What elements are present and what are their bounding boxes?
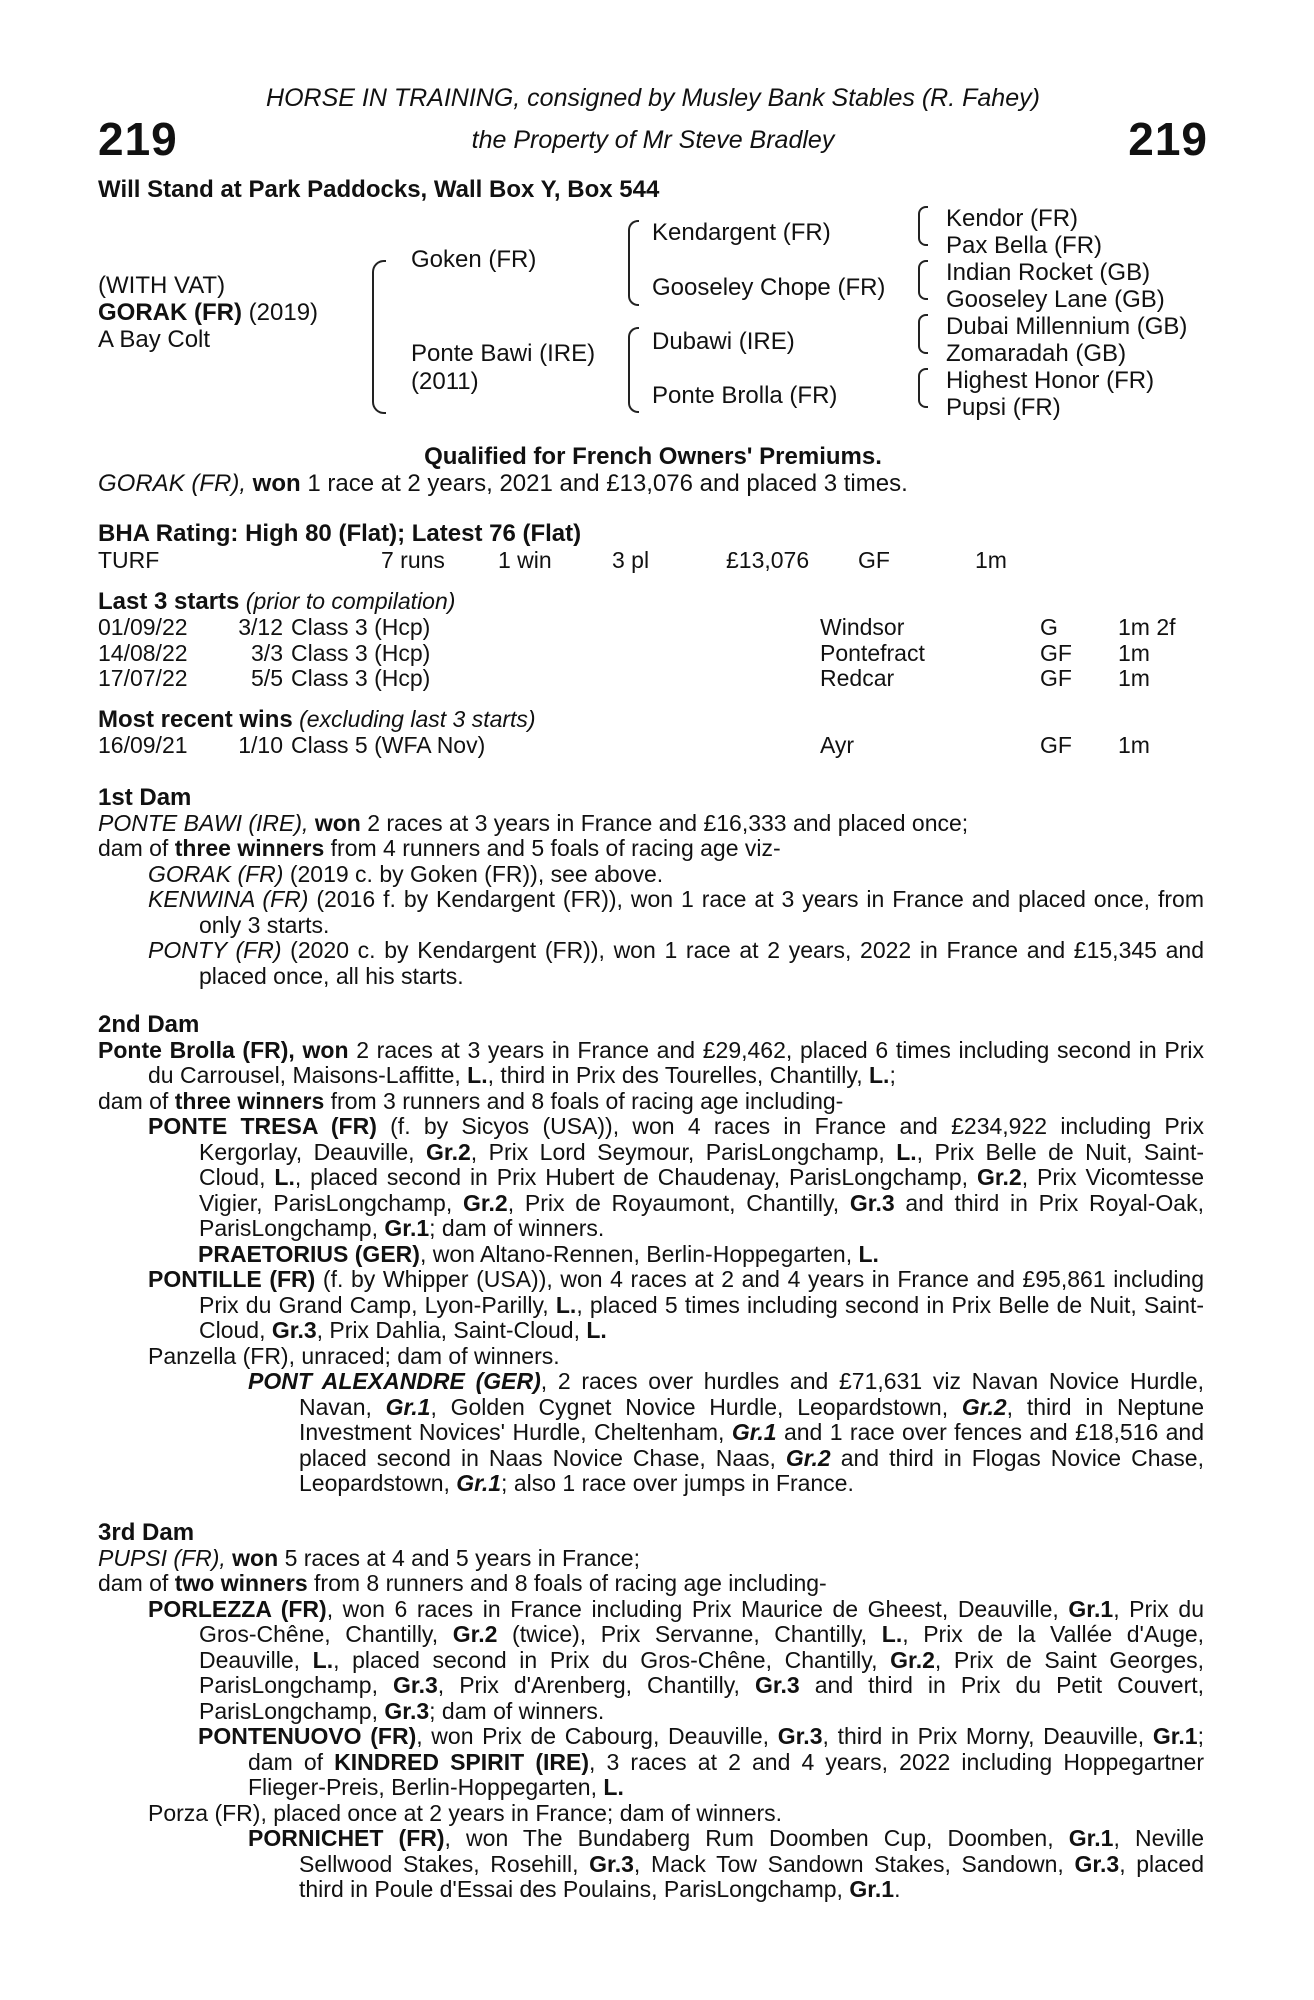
race-cls: Class 3 (Hcp) — [291, 614, 431, 640]
recent-wins-title — [98, 706, 536, 734]
race-dist: 1m — [1118, 665, 1150, 691]
third-dam-progeny-1: PORLEZZA (FR), won 6 races in France including Prix Maurice de Gheest, Deauville, Gr.1, Prix du Gros-Chêne, Chantilly, Gr.2 (twice), Prix Servanne, Chantilly, L., Prix de la Vallée d'Auge, Deauville, L., placed second in Prix du Gros-Chêne, Chantilly, Gr.2, Prix de Saint Georges, ParisLongchamp, Gr.3, Prix d'Arenberg, Chantilly, Gr.3 and third in Prix du Petit Couvert, ParisLongchamp, Gr.3; dam of winners. — [148, 1595, 1205, 1724]
rating-runs: 7 runs — [381, 547, 445, 573]
race-summary — [98, 470, 908, 498]
recent-wins-note: (excluding last 3 starts) — [299, 706, 536, 732]
third-dam-produce: dam of two winners from 8 runners and 8 foals of racing age including- — [98, 1570, 827, 1596]
sire-sire: Kendargent (FR) — [652, 219, 831, 246]
recent-wins-heading: Most recent wins — [98, 706, 293, 733]
third-dam-progeny-2: Porza (FR), placed once at 2 years in France; dam of winners. — [148, 1799, 783, 1826]
horse-description: A Bay Colt — [98, 326, 211, 353]
premiums-note: Qualified for French Owners' Premiums. — [424, 443, 882, 470]
second-dam-section — [98, 1012, 1204, 1497]
first-dam-heading: 1st Dam — [98, 784, 192, 811]
pedigree-brace-dam — [628, 327, 639, 413]
race-going: GF — [1040, 665, 1072, 691]
sire: Goken (FR) — [411, 246, 537, 273]
third-dam-heading: 3rd Dam — [98, 1519, 195, 1546]
race-pos: 1/10 — [238, 732, 283, 758]
first-dam-progeny-2: KENWINA (FR) (2016 f. by Kendargent (FR)), won 1 race at 3 years in France and placed once, from only 3 starts. — [148, 886, 1204, 938]
second-dam-progeny-1: PONTE TRESA (FR) (f. by Sicyos (USA)), won 4 races in France and £234,922 including Prix Kergorlay, Deauville, Gr.2, Prix Lord Seymour, ParisLongchamp, L., Prix Belle de Nuit, Saint-Cloud, L., placed second in Prix Hubert de Chaudenay, ParisLongchamp, Gr.2, Prix Vicomtesse Vigier, ParisLongchamp, Gr.2, Prix de Royaumont, Chantilly, Gr.3 and third in Prix Royal-Oak, ParisLongchamp, Gr.1; dam of winners. — [148, 1113, 1205, 1241]
last-starts-heading: Last 3 starts — [98, 588, 240, 615]
second-dam-produce: dam of three winners from 3 runners and 8 foals of racing age including- — [98, 1087, 844, 1114]
dam: Ponte Bawi (IRE) — [411, 340, 596, 367]
second-dam-progeny-1-winner: PRAETORIUS (GER), won Altano-Rennen, Berlin-Hoppegarten, L. — [198, 1240, 879, 1267]
dam-dam: Ponte Brolla (FR) — [652, 382, 838, 409]
vat-note: (WITH VAT) — [98, 272, 226, 299]
first-dam-progeny-1: GORAK (FR) (2019 c. by Goken (FR)), see above. — [148, 860, 664, 887]
race-date: 16/09/21 — [98, 732, 188, 758]
race-course: Redcar — [820, 665, 895, 691]
sire-dam: Gooseley Chope (FR) — [652, 274, 886, 301]
rating-title: BHA Rating: High 80 (Flat); Latest 76 (Flat) — [98, 520, 582, 547]
race-cls: Class 3 (Hcp) — [291, 665, 431, 691]
first-dam-progeny-3: PONTY (FR) (2020 c. by Kendargent (FR)), won 1 race at 2 years, 2022 in France and £15,345 and placed once, all his starts. — [148, 937, 1204, 989]
ped-sdd: Gooseley Lane (GB) — [946, 286, 1165, 313]
race-course: Pontefract — [820, 639, 925, 666]
consignor-line: HORSE IN TRAINING, consigned by Musley Bank Stables (R. Fahey) — [266, 84, 1040, 112]
third-dam-section — [98, 1520, 1204, 1903]
race-course: Ayr — [820, 732, 855, 758]
rating-surface: TURF — [98, 547, 160, 573]
race-going: GF — [1040, 732, 1072, 758]
second-dam-progeny-3: Panzella (FR), unraced; dam of winners. — [148, 1342, 560, 1369]
ped-dss: Dubai Millennium (GB) — [946, 313, 1188, 340]
stable-location: Will Stand at Park Paddocks, Wall Box Y, Box 544 — [98, 176, 660, 203]
race-pos: 3/3 — [251, 639, 283, 666]
ped-ddd: Pupsi (FR) — [946, 394, 1061, 421]
ped-ssd: Pax Bella (FR) — [946, 232, 1103, 259]
pedigree-brace-sire — [628, 220, 639, 306]
property-line: the Property of Mr Steve Bradley — [471, 126, 835, 154]
rating-wins: 1 win — [498, 547, 552, 573]
race-course: Windsor — [820, 614, 905, 640]
race-pos: 3/12 — [238, 614, 283, 640]
last-starts-title — [98, 588, 455, 616]
race-cls: Class 5 (WFA Nov) — [291, 732, 486, 758]
second-dam-progeny-3-winner: PONT ALEXANDRE (GER), 2 races over hurdles and £71,631 viz Navan Novice Hurdle, Navan, Gr.1, Golden Cygnet Novice Hurdle, Leopardstown, Gr.2, third in Neptune Investment Novices' Hurdle, Cheltenham, Gr.1 and 1 race over fences and £18,516 and placed second in Naas Novice Chase, Naas, Gr.2 and third in Flogas Novice Chase, Leopardstown, Gr.1; also 1 race over jumps in France. — [248, 1368, 1205, 1496]
pedigree-brace-main — [372, 260, 386, 414]
second-dam-line: Ponte Brolla (FR), won 2 races at 3 years in France and £29,462, placed 6 times including second in Prix du Carrousel, Maisons-Laffitte, L., third in Prix des Tourelles, Chantilly, L.; — [98, 1036, 1205, 1088]
dam-year: (2011) — [411, 368, 479, 395]
race-date: 01/09/22 — [98, 614, 188, 640]
first-dam-produce: dam of three winners from 4 runners and 5 foals of racing age viz- — [98, 835, 781, 861]
horse-title — [98, 299, 318, 327]
third-dam-line: PUPSI (FR), won 5 races at 4 and 5 years in France; — [98, 1544, 640, 1571]
ped-sds: Indian Rocket (GB) — [946, 259, 1151, 286]
rating-earnings: £13,076 — [726, 547, 810, 573]
dam-sire: Dubawi (IRE) — [652, 328, 795, 355]
rating-placed: 3 pl — [612, 547, 650, 573]
third-dam-progeny-1-winner: PONTENUOVO (FR), won Prix de Cabourg, Deauville, Gr.3, third in Prix Morny, Deauville, Gr.1; dam of KINDRED SPIRIT (IRE), 3 races at 2 and 4 years, 2022 including Hoppegartner Flieger-Preis, Berlin-Hoppegarten, L. — [198, 1723, 1204, 1800]
race-date: 14/08/22 — [98, 639, 188, 666]
race-dist: 1m 2f — [1118, 614, 1176, 640]
race-cls: Class 3 (Hcp) — [291, 639, 431, 666]
lot-number-right: 219 — [1128, 113, 1208, 165]
first-dam-section — [98, 785, 1204, 989]
pedigree-brace-g2 — [918, 260, 928, 300]
summary-name: GORAK (FR), — [98, 470, 246, 497]
second-dam-heading: 2nd Dam — [98, 1011, 200, 1038]
summary-won: won — [252, 470, 301, 497]
rating-going: GF — [858, 547, 890, 573]
race-going: G — [1040, 614, 1058, 640]
ped-dds: Highest Honor (FR) — [946, 367, 1155, 394]
lot-number-left: 219 — [98, 113, 178, 165]
pedigree-brace-g3 — [918, 314, 928, 354]
horse-name: GORAK (FR) — [98, 299, 242, 326]
last-starts-note: (prior to compilation) — [245, 588, 456, 614]
first-dam-line: PONTE BAWI (IRE), won 2 races at 3 years in France and £16,333 and placed once; — [98, 809, 969, 836]
race-dist: 1m — [1118, 732, 1150, 758]
ped-dsd: Zomaradah (GB) — [946, 340, 1127, 367]
horse-year: (2019) — [248, 299, 319, 326]
third-dam-progeny-2-winner: PORNICHET (FR), won The Bundaberg Rum Doomben Cup, Doomben, Gr.1, Neville Sellwood Stakes, Rosehill, Gr.3, Mack Tow Sandown Stakes, Sandown, Gr.3, placed third in Poule d'Essai des Poulains, ParisLongchamp, Gr.1. — [248, 1825, 1205, 1902]
ped-sss: Kendor (FR) — [946, 205, 1079, 232]
summary-rest: 1 race at 2 years, 2021 and £13,076 and placed 3 times. — [307, 470, 908, 497]
race-dist: 1m — [1118, 639, 1150, 666]
race-date: 17/07/22 — [98, 665, 188, 691]
second-dam-progeny-2: PONTILLE (FR) (f. by Whipper (USA)), won 4 races at 2 and 4 years in France and £95,861 including Prix du Grand Camp, Lyon-Parilly, L., placed 5 times including second in Prix Belle de Nuit, Saint-Cloud, Gr.3, Prix Dahlia, Saint-Cloud, L. — [148, 1266, 1205, 1343]
pedigree-brace-g1 — [918, 206, 928, 246]
rating-distance: 1m — [975, 547, 1007, 573]
race-going: GF — [1040, 639, 1072, 666]
race-pos: 5/5 — [251, 665, 283, 691]
pedigree-brace-g4 — [918, 368, 928, 408]
